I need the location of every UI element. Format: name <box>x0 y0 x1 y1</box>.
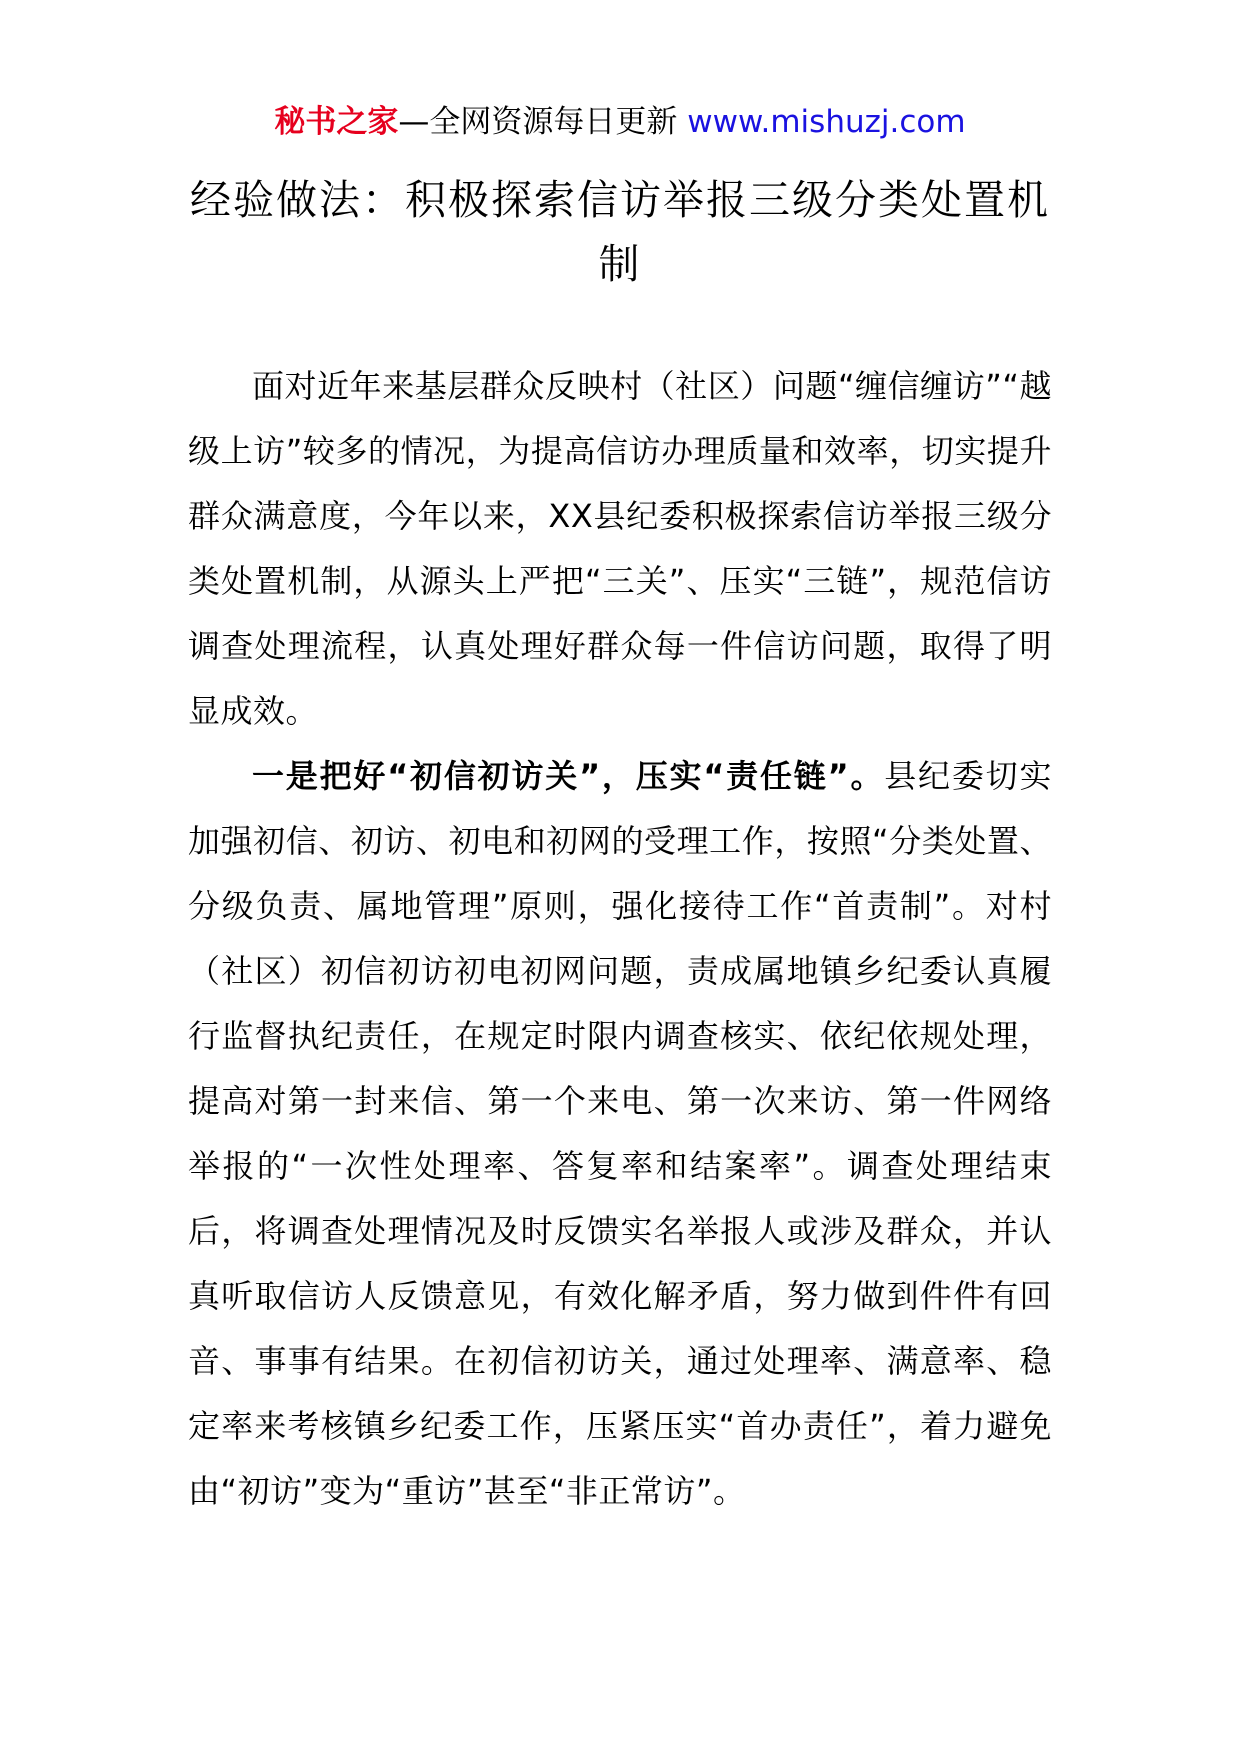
paragraph-text: 县纪委切实加强初信、初访、初电和初网的受理工作，按照“分类处置、分级负责、属地管理”原则，强化接待工作“首责制”。对村（社区）初信初访初电初网问题，责成属地镇乡纪委认真履行监督执纪责任，在规定时限内调查核实、依纪依规处理，提高对第一封来信、第一个来电、第一次来访、第一件网络举报的“一次性处理率、答复率和结案率”。调查处理结束后，将调查处理情况及时反馈实名举报人或涉及群众，并认真听取信访人反馈意见，有效化解矛盾，努力做到件件有回音、事事有结果。在初信初访关，通过处理率、满意率、稳定率来考核镇乡纪委工作，压紧压实“首办责任”，着力避免由“初访”变为“重访”甚至“非正常访”。 <box>188 757 1052 1510</box>
paragraph-lead: 一是把好“初信初访关”，压实“责任链”。 <box>252 757 885 795</box>
header-slogan: —全网资源每日更新 <box>398 104 688 140</box>
paragraph-intro <box>188 354 1052 744</box>
document-title: 经验做法：积极探索信访举报三级分类处置机制 <box>190 176 1050 288</box>
paragraph-point-one <box>188 744 1052 1524</box>
document-body <box>188 354 1052 1524</box>
site-url-link[interactable]: www.mishuzj.com <box>687 104 966 140</box>
site-header <box>0 100 1240 144</box>
paragraph-text: 面对近年来基层群众反映村（社区）问题“缠信缠访”“越级上访”较多的情况，为提高信访办理质量和效率，切实提升群众满意度，今年以来，XX县纪委积极探索信访举报三级分类处置机制，从源头上严把“三关”、压实“三链”，规范信访调查处理流程，认真处理好群众每一件信访问题，取得了明显成效。 <box>188 367 1052 730</box>
brand-name: 秘书之家 <box>274 104 399 140</box>
